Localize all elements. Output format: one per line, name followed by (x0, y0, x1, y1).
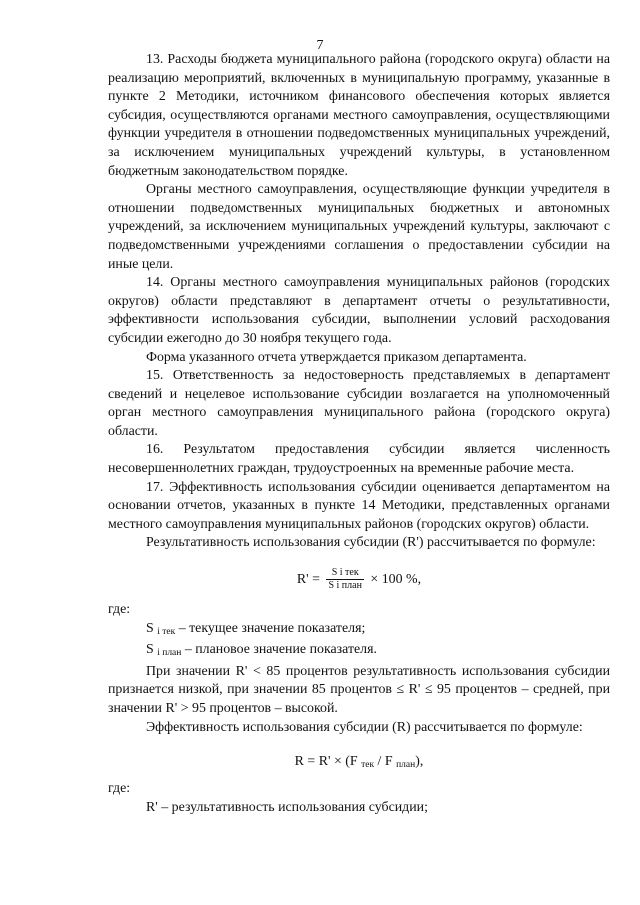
definition-s-planned (108, 641, 610, 663)
definition-symbol: S (146, 642, 154, 658)
paragraph-organs: Органы местного самоуправления, осуществляющие функции учредителя в отношении подведомственных муниципальных бюджетных и автономных учреждений, за исключением муниципальных учреждений культуры, заключают с подведомственными учреждениями соглашения о предоставлении субсидии на иные цели. (108, 182, 610, 272)
paragraph-formula-intro: Результативность использования субсидии (R') рассчитывается по формуле: (146, 535, 596, 551)
formula-rhs: × 100 %, (370, 571, 422, 587)
paragraph-17: 17. Эффективность использования субсидии оценивается департаментом на основании отчетов, указанных в пункте 14 Методики, представленных органами местного самоуправления муниципальных районов (городских округов) области. (108, 479, 610, 532)
definition-r-prime: R' – результативность использования субсидии; (146, 799, 428, 815)
formula2-mid: / F (374, 754, 393, 770)
formula-denominator: S i план (328, 580, 362, 592)
paragraph-14: 14. Органы местного самоуправления муниципальных районов (городских округов) области представляют в департамент отчеты о результативности, эффективности использования субсидии, выполнении условий расходования субсидии ежегодно до 30 ноября текущего года. (108, 275, 610, 346)
definition-s-current (108, 620, 610, 642)
paragraph-16: 16. Результатом предоставления субсидии является численность несовершеннолетних граждан, трудоустроенных на временные рабочие места. (108, 442, 610, 477)
paragraph-13: 13. Расходы бюджета муниципального района (городского округа) области на реализацию мероприятий, включенных в муниципальную программу, указанные в пункте 2 Методики, источником финансового обеспечения которых является субсидия, осуществляются органами местного самоуправления, осуществляющими функции учредителя в отношении подведомственных муниципальных учреждений, за исключением муниципальных учреждений культуры, в установленном бюджетным законодательством порядке. (108, 52, 610, 179)
definition-text: – плановое значение показателя. (181, 642, 377, 658)
where-label-1: где: (108, 602, 131, 618)
formula2-sub-current: тек (361, 760, 375, 771)
definition-text: – текущее значение показателя; (175, 620, 366, 636)
paragraph-15: 15. Ответственность за недостоверность представляемых в департамент сведений и нецелевое использование субсидии возлагается на уполномоченный орган местного самоуправления муниципального района (городского округа) области. (108, 368, 610, 439)
paragraph-efficiency-intro: Эффективность использования субсидии (R) рассчитывается по формуле: (146, 719, 583, 735)
formula-lhs: R' = (296, 571, 320, 587)
formula2-post: ), (415, 754, 424, 770)
page-number: 7 (316, 38, 324, 53)
formula-fraction (326, 567, 363, 592)
definition-symbol: S (146, 620, 154, 636)
definition-subscript: i план (157, 648, 182, 659)
formula-efficiency (108, 753, 610, 774)
formula-numerator: S i тек (326, 567, 363, 580)
formula2-pre: R = R' × (F (294, 754, 358, 770)
paragraph-thresholds: При значении R' < 85 процентов результативность использования субсидии признается низкой, при значении 85 процентов ≤ R' ≤ 95 процентов – средней, при значении R' > 95 процентов – высокой. (108, 663, 610, 716)
document-body (108, 51, 610, 817)
paragraph-report-form: Форма указанного отчета утверждается приказом департамента. (146, 349, 527, 365)
formula2-sub-planned: план (396, 760, 416, 771)
where-label-2: где: (108, 781, 131, 797)
formula-result (108, 567, 610, 597)
definition-subscript: i тек (157, 626, 176, 637)
